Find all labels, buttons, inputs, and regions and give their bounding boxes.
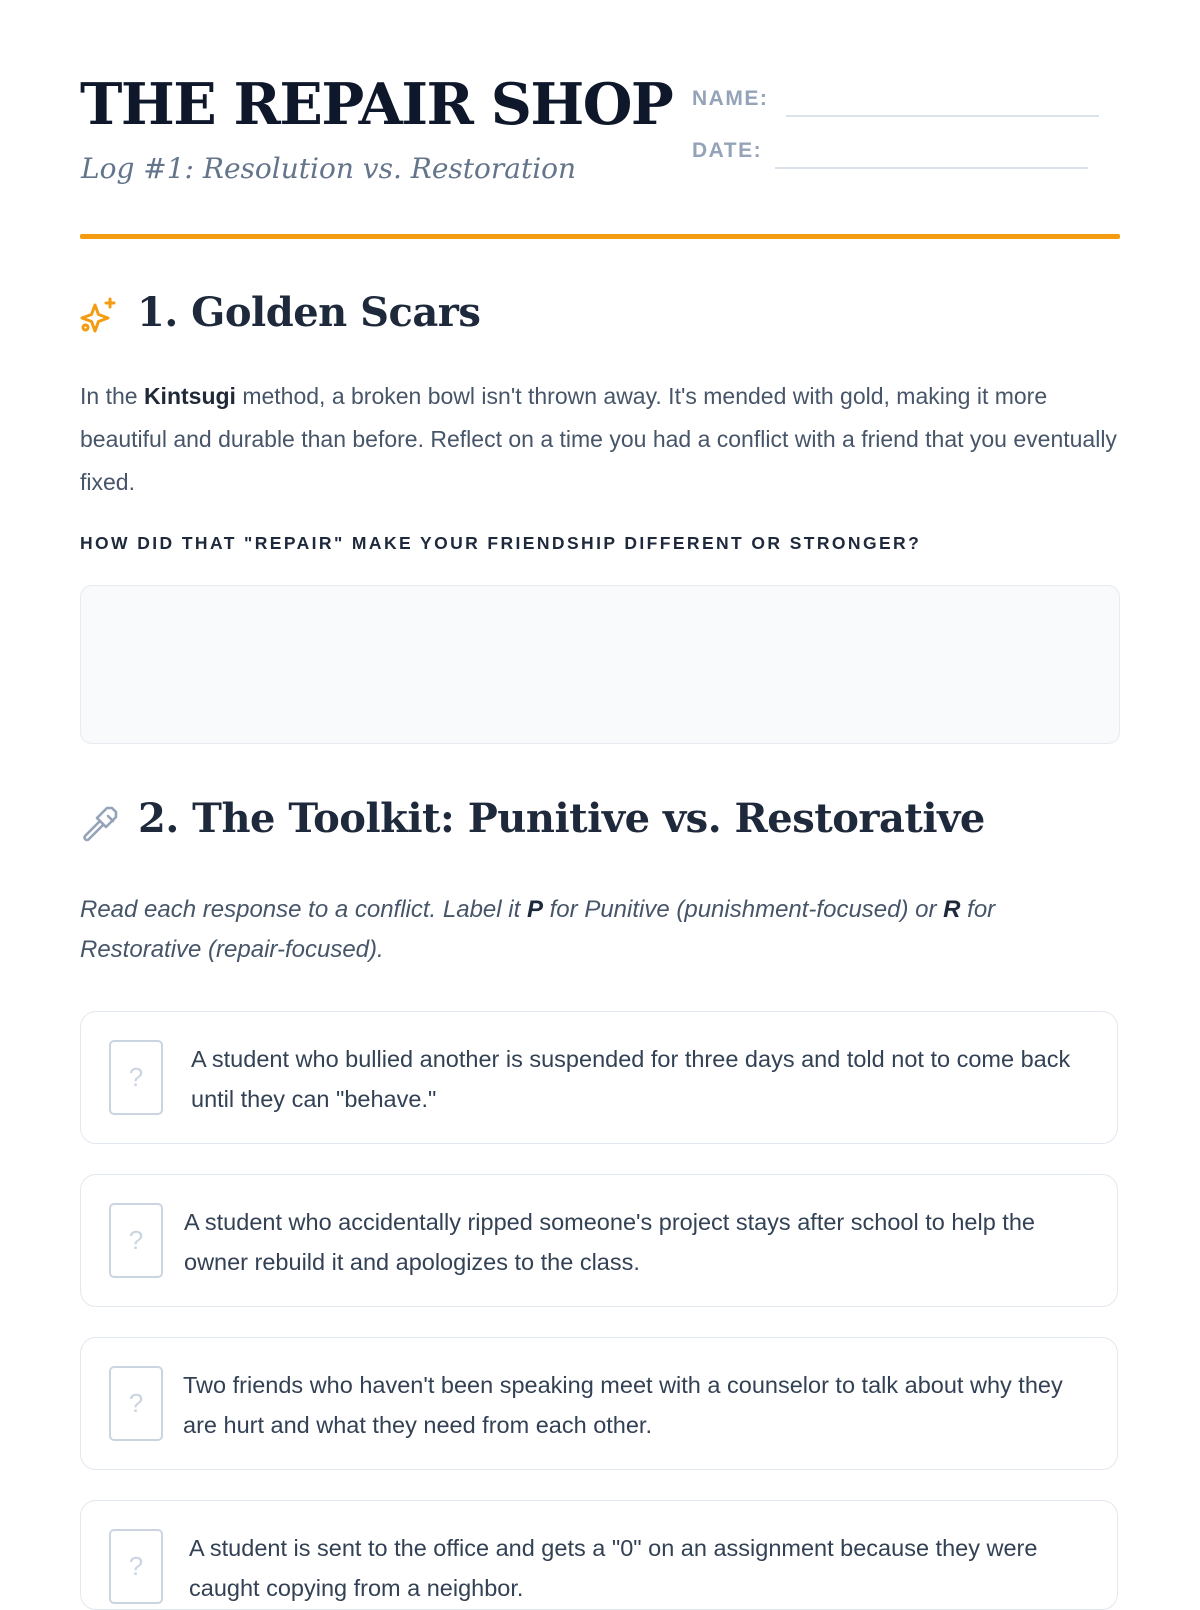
label-box[interactable]: ? — [109, 1203, 163, 1278]
reflection-answer-box[interactable] — [80, 585, 1120, 744]
sparkle-icon — [80, 296, 118, 339]
scenario-text: A student is sent to the office and gets a "0" on an assignment because they were caught copying from a neighbor. — [189, 1535, 1038, 1601]
scenario-card — [80, 1337, 1118, 1470]
scenario-text: A student who accidentally ripped someone's project stays after school to help the owner rebuild it and apologizes to the class. — [184, 1209, 1035, 1275]
scenario-text: A student who bullied another is suspended for three days and told not to come back until they can "behave." — [191, 1046, 1071, 1112]
date-field[interactable] — [775, 167, 1088, 169]
scenario-card — [80, 1174, 1118, 1307]
name-field[interactable] — [786, 115, 1099, 117]
date-label: DATE: — [692, 139, 763, 162]
section-2-title: 2. The Toolkit: Punitive vs. Restorative — [138, 795, 985, 842]
scenario-card — [80, 1500, 1118, 1610]
scenario-text: Two friends who haven't been speaking meet with a counselor to talk about why they are hurt and what they need from each other. — [183, 1372, 1063, 1438]
label-box[interactable]: ? — [109, 1040, 163, 1115]
kintsugi-term: Kintsugi — [143, 383, 236, 409]
page-subtitle: Log #1: Resolution vs. Restoration — [81, 152, 577, 185]
section-2-instructions: Read each response to a conflict. Label it P for Punitive (punishment-focused) or R for Restorative (repair-focused). — [80, 896, 996, 963]
header-divider — [80, 234, 1120, 239]
label-box[interactable]: ? — [109, 1366, 163, 1441]
hammer-icon — [80, 803, 120, 848]
label-box[interactable]: ? — [109, 1529, 163, 1604]
scenario-card — [80, 1011, 1118, 1144]
page-title: THE REPAIR SHOP — [80, 71, 673, 138]
name-label: NAME: — [692, 87, 769, 110]
punitive-letter: P — [526, 896, 543, 923]
section-1-intro: In the Kintsugi method, a broken bowl isn't thrown away. It's mended with gold, making it more beautiful and durable than before. Reflect on a time you had a conflict with a friend that you eventually fixed. — [80, 383, 1117, 495]
restorative-letter: R — [943, 896, 961, 923]
section-1-title: 1. Golden Scars — [137, 289, 481, 336]
reflection-question: HOW DID THAT "REPAIR" MAKE YOUR FRIENDSHIP DIFFERENT OR STRONGER? — [80, 533, 922, 553]
